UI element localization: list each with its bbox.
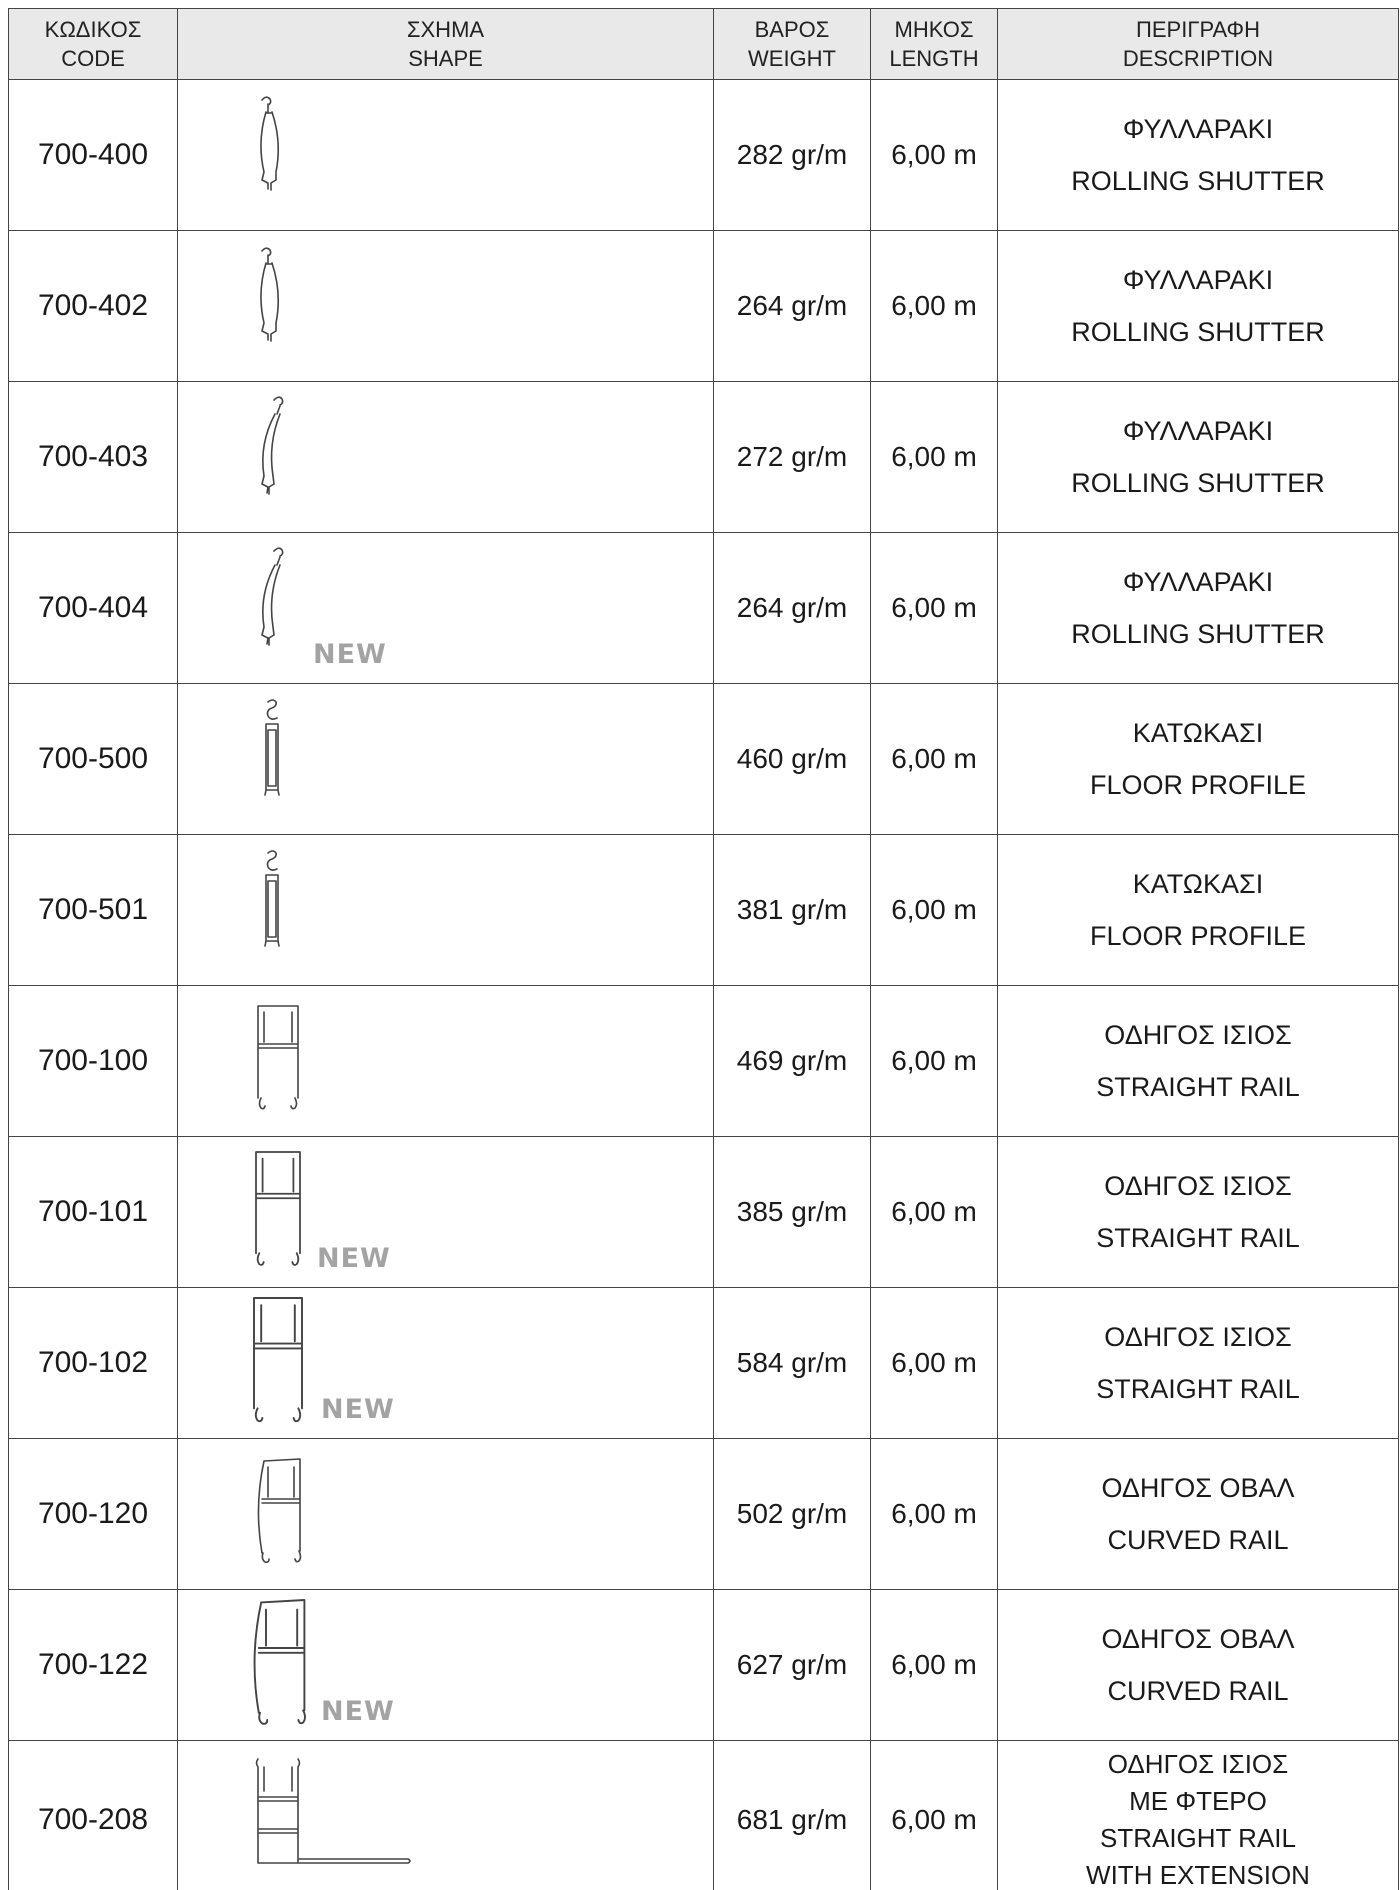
- description: [998, 1288, 1399, 1439]
- product-code: 700-400: [9, 80, 178, 231]
- description-line: ROLLING SHUTTER: [1071, 468, 1325, 498]
- description-line: FLOOR PROFILE: [1089, 921, 1307, 951]
- slat-curved-icon: [178, 382, 714, 532]
- description-line: STRAIGHT RAIL: [1096, 1223, 1300, 1253]
- length-value: 6,00 m: [871, 533, 998, 684]
- description-line: ΚΑΤΩΚΑΣΙ: [1132, 869, 1264, 899]
- weight-value: 385 gr/m: [714, 1137, 871, 1288]
- table-row: [9, 684, 1399, 835]
- rail-with-extension-icon: [178, 1741, 714, 1890]
- profile-shape: [178, 382, 714, 533]
- description-line: CURVED RAIL: [1107, 1676, 1289, 1706]
- weight-value: 502 gr/m: [714, 1439, 871, 1590]
- curved-rail-icon: [178, 1439, 714, 1589]
- floor-profile-icon: [178, 684, 714, 834]
- weight-value: 627 gr/m: [714, 1590, 871, 1741]
- length-value: 6,00 m: [871, 80, 998, 231]
- description-line: ΟΔΗΓΟΣ ΙΣΙΟΣ: [1104, 1171, 1292, 1201]
- straight-rail-icon: [178, 986, 714, 1136]
- description-line: ΚΑΤΩΚΑΣΙ: [1132, 718, 1264, 748]
- table-row: [9, 1288, 1399, 1439]
- length-value: 6,00 m: [871, 1741, 998, 1890]
- description-line: ΟΔΗΓΟΣ ΙΣΙΟΣ: [1104, 1322, 1292, 1352]
- profile-catalog-table: [8, 8, 1399, 1890]
- product-code: 700-402: [9, 231, 178, 382]
- description-line: ΦΥΛΛΑΡΑΚΙ: [1122, 265, 1274, 295]
- description: [998, 231, 1399, 382]
- straight-rail-icon: [178, 1137, 714, 1287]
- description: [998, 684, 1399, 835]
- description-line: ROLLING SHUTTER: [1071, 619, 1325, 649]
- description: [998, 1137, 1399, 1288]
- product-code: 700-208: [9, 1741, 178, 1890]
- profile-shape: [178, 684, 714, 835]
- description: [998, 1590, 1399, 1741]
- description-line: STRAIGHT RAIL: [1096, 1072, 1300, 1102]
- description-line: ΦΥΛΛΑΡΑΚΙ: [1122, 567, 1274, 597]
- weight-value: 469 gr/m: [714, 986, 871, 1137]
- table-row: [9, 1137, 1399, 1288]
- description-line: ΟΔΗΓΟΣ ΟΒΑΛ: [1101, 1473, 1295, 1503]
- header-description: ΠΕΡΙΓΡΑΦΗ DESCRIPTION: [998, 9, 1399, 80]
- weight-value: 264 gr/m: [714, 533, 871, 684]
- slat-straight-icon: [178, 80, 714, 230]
- profile-shape: [178, 231, 714, 382]
- new-badge: NEW: [321, 1394, 395, 1425]
- product-code: 700-120: [9, 1439, 178, 1590]
- description: [998, 835, 1399, 986]
- slat-curved-icon: [178, 533, 714, 683]
- profile-shape: [178, 1439, 714, 1590]
- header-shape: ΣΧΗΜΑ SHAPE: [178, 9, 714, 80]
- table-row: [9, 231, 1399, 382]
- description: [998, 986, 1399, 1137]
- length-value: 6,00 m: [871, 1137, 998, 1288]
- header-code: ΚΩΔΙΚΟΣ CODE: [9, 9, 178, 80]
- profile-shape: [178, 533, 714, 684]
- weight-value: 460 gr/m: [714, 684, 871, 835]
- table-row: [9, 533, 1399, 684]
- floor-profile-icon: [178, 835, 714, 985]
- length-value: 6,00 m: [871, 986, 998, 1137]
- weight-value: 584 gr/m: [714, 1288, 871, 1439]
- description: [998, 1741, 1399, 1890]
- product-code: 700-122: [9, 1590, 178, 1741]
- weight-value: 264 gr/m: [714, 231, 871, 382]
- table-row: [9, 835, 1399, 986]
- new-badge: NEW: [317, 1243, 391, 1274]
- new-badge: NEW: [313, 639, 387, 670]
- new-badge: NEW: [321, 1696, 395, 1727]
- profile-shape: [178, 835, 714, 986]
- product-code: 700-100: [9, 986, 178, 1137]
- description-line: ROLLING SHUTTER: [1071, 317, 1325, 347]
- description: [998, 382, 1399, 533]
- description: [998, 1439, 1399, 1590]
- description-line: ΟΔΗΓΟΣ ΟΒΑΛ: [1101, 1624, 1295, 1654]
- length-value: 6,00 m: [871, 1590, 998, 1741]
- description-line: ΦΥΛΛΑΡΑΚΙ: [1122, 114, 1274, 144]
- description-line: ROLLING SHUTTER: [1071, 166, 1325, 196]
- table-row: [9, 1439, 1399, 1590]
- table-header-row: [9, 9, 1399, 80]
- description-line: ΜΕ ΦΤΕΡΟ: [1129, 1785, 1267, 1816]
- length-value: 6,00 m: [871, 835, 998, 986]
- profile-shape: [178, 1137, 714, 1288]
- length-value: 6,00 m: [871, 684, 998, 835]
- description-line: STRAIGHT RAIL: [1096, 1374, 1300, 1404]
- profile-shape: [178, 1288, 714, 1439]
- product-code: 700-404: [9, 533, 178, 684]
- description-line: ΟΔΗΓΟΣ ΙΣΙΟΣ: [1107, 1748, 1289, 1779]
- length-value: 6,00 m: [871, 1288, 998, 1439]
- straight-rail-icon: [178, 1288, 714, 1438]
- length-value: 6,00 m: [871, 1439, 998, 1590]
- weight-value: 272 gr/m: [714, 382, 871, 533]
- product-code: 700-403: [9, 382, 178, 533]
- table-row: [9, 382, 1399, 533]
- header-weight: ΒΑΡΟΣ WEIGHT: [714, 9, 871, 80]
- product-code: 700-101: [9, 1137, 178, 1288]
- table-row: [9, 80, 1399, 231]
- table-row: [9, 986, 1399, 1137]
- weight-value: 282 gr/m: [714, 80, 871, 231]
- table-row: [9, 1590, 1399, 1741]
- weight-value: 381 gr/m: [714, 835, 871, 986]
- description: [998, 533, 1399, 684]
- description-line: CURVED RAIL: [1107, 1525, 1289, 1555]
- length-value: 6,00 m: [871, 231, 998, 382]
- header-length: ΜΗΚΟΣ LENGTH: [871, 9, 998, 80]
- curved-rail-icon: [178, 1590, 714, 1740]
- slat-straight-icon: [178, 231, 714, 381]
- profile-shape: [178, 986, 714, 1137]
- description-line: FLOOR PROFILE: [1089, 770, 1307, 800]
- length-value: 6,00 m: [871, 382, 998, 533]
- profile-shape: [178, 1741, 714, 1890]
- product-code: 700-501: [9, 835, 178, 986]
- description-line: ΦΥΛΛΑΡΑΚΙ: [1122, 416, 1274, 446]
- product-code: 700-500: [9, 684, 178, 835]
- description: [998, 80, 1399, 231]
- profile-shape: [178, 1590, 714, 1741]
- weight-value: 681 gr/m: [714, 1741, 871, 1890]
- description-line: STRAIGHT RAIL: [1099, 1822, 1296, 1853]
- table-row: [9, 1741, 1399, 1890]
- description-line: WITH EXTENSION: [1086, 1859, 1310, 1890]
- product-code: 700-102: [9, 1288, 178, 1439]
- description-line: ΟΔΗΓΟΣ ΙΣΙΟΣ: [1104, 1020, 1292, 1050]
- profile-shape: [178, 80, 714, 231]
